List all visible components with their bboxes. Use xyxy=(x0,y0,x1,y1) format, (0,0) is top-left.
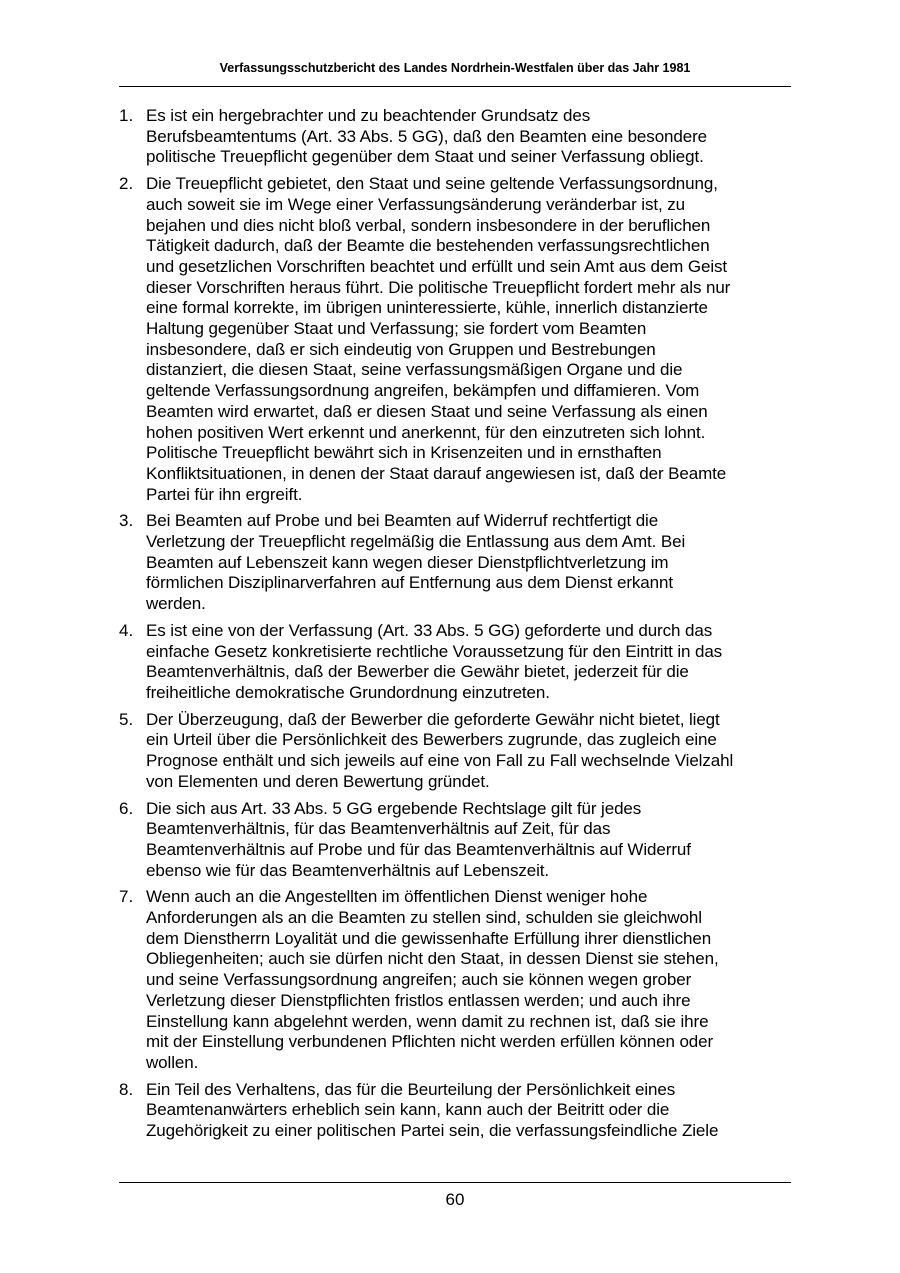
item-text-line: wollen. xyxy=(146,1052,199,1072)
item-text-line: insbesondere, daß er sich eindeutig von Gruppen und Bestrebungen xyxy=(146,339,656,359)
item-text-line: förmlichen Disziplinarverfahren auf Entfernung aus dem Dienst erkannt xyxy=(146,573,673,593)
item-text-line: Verletzung der Treuepflicht regelmäßig die Entlassung aus dem Amt. Bei xyxy=(146,532,686,552)
item-text-line: werden. xyxy=(146,594,206,614)
item-text-line: Die sich aus Art. 33 Abs. 5 GG ergebende Rechtslage gilt für jedes xyxy=(146,798,642,818)
item-text-line: distanziert, die diesen Staat, seine verfassungsmäßigen Organe und die xyxy=(146,360,683,380)
item-number: 8. xyxy=(119,1079,134,1099)
item-text-line: Der Überzeugung, daß der Bewerber die geforderte Gewähr nicht bietet, liegt xyxy=(146,709,720,729)
item-text-line: Wenn auch an die Angestellten im öffentlichen Dienst weniger hohe xyxy=(146,887,648,907)
item-text-line: dem Dienstherrn Loyalität und die gewissenhafte Erfüllung ihrer dienstlichen xyxy=(146,928,712,948)
item-text-line: und seine Verfassungsordnung angreifen; auch sie können wegen grober xyxy=(146,970,692,990)
item-text-line: Einstellung kann abgelehnt werden, wenn damit zu rechnen ist, daß sie ihre xyxy=(146,1011,709,1031)
item-text-line: Beamtenverhältnis auf Probe und für das Beamtenverhältnis auf Widerruf xyxy=(146,839,691,859)
item-text-line: Haltung gegenüber Staat und Verfassung; sie fordert vom Beamten xyxy=(146,319,647,339)
item-text-line: Anforderungen als an die Beamten zu stellen sind, schulden sie gleichwohl xyxy=(146,908,702,928)
item-text-line: hohen positiven Wert erkennt und anerkennt, für den einzutreten sich lohnt. xyxy=(146,422,706,442)
item-number: 5. xyxy=(119,709,134,729)
footer-divider xyxy=(119,1182,791,1183)
item-text-line: Prognose enthält und sich jeweils auf eine von Fall zu Fall wechselnde Vielzahl xyxy=(146,751,734,771)
item-text-line: eine formal korrekte, im übrigen uninteressierte, kühle, innerlich distanzierte xyxy=(146,298,708,318)
item-text-line: Konfliktsituationen, in denen der Staat darauf angewiesen ist, daß der Beamte xyxy=(146,463,727,483)
item-text-line: Die Treuepflicht gebietet, den Staat und seine geltende Verfassungsordnung, xyxy=(146,174,718,194)
item-text-line: Es ist eine von der Verfassung (Art. 33 Abs. 5 GG) geforderte und durch das xyxy=(146,620,713,640)
list-item xyxy=(119,106,791,168)
item-text-line: Beamtenverhältnis, daß der Bewerber die Gewähr bietet, jederzeit für die xyxy=(146,662,689,682)
item-text-line: Bei Beamten auf Probe und bei Beamten auf Widerruf rechtfertigt die xyxy=(146,511,659,531)
item-text-line: Ein Teil des Verhaltens, das für die Beurteilung der Persönlichkeit eines xyxy=(146,1079,676,1099)
item-text-line: Beamtenverhältnis, für das Beamtenverhältnis auf Zeit, für das xyxy=(146,819,611,839)
page-number: 60 xyxy=(445,1190,465,1209)
item-text-line: dieser Vorschriften heraus führt. Die politische Treuepflicht fordert mehr als nur xyxy=(146,277,731,297)
item-text-line: Beamten auf Lebenszeit kann wegen dieser Dienstpflichtverletzung im xyxy=(146,552,669,572)
item-text-line: Partei für ihn ergreift. xyxy=(146,484,303,504)
header-divider xyxy=(119,86,791,87)
list-item xyxy=(119,887,791,1073)
list-item xyxy=(119,621,791,704)
item-number: 3. xyxy=(119,511,134,531)
item-text-line: Es ist ein hergebrachter und zu beachtender Grundsatz des xyxy=(146,106,591,125)
item-text-line: auch soweit sie im Wege einer Verfassungsänderung veränderbar ist, zu xyxy=(146,194,685,214)
item-text-line: ebenso wie für das Beamtenverhältnis auf Lebenszeit. xyxy=(146,860,550,880)
item-text-line: bejahen und dies nicht bloß verbal, sondern insbesondere in der beruflichen xyxy=(146,215,711,235)
list-item xyxy=(119,1080,791,1142)
item-text-line: Beamtenanwärters erheblich sein kann, kann auch der Beitritt oder die xyxy=(146,1100,670,1120)
list-item xyxy=(119,799,791,882)
item-text-line: von Elementen und deren Bewertung gründet. xyxy=(146,771,490,791)
item-number: 4. xyxy=(119,620,134,640)
list-item xyxy=(119,710,791,793)
item-number: 1. xyxy=(119,106,134,125)
item-text-line: Zugehörigkeit zu einer politischen Partei sein, die verfassungsfeindliche Ziele xyxy=(146,1121,719,1141)
item-text-line: einfache Gesetz konkretisierte rechtliche Voraussetzung für den Eintritt in das xyxy=(146,641,723,661)
item-number: 7. xyxy=(119,887,134,907)
item-text-line: und gesetzlichen Vorschriften beachtet und erfüllt und sein Amt aus dem Geist xyxy=(146,256,728,276)
page-header-title: Verfassungsschutzbericht des Landes Nordrhein-Westfalen über das Jahr 1981 xyxy=(219,61,691,75)
item-text-line: freiheitliche demokratische Grundordnung einzutreten. xyxy=(146,682,550,702)
list-item xyxy=(119,511,791,615)
item-text-line: Politische Treuepflicht bewährt sich in Krisenzeiten und in ernsthaften xyxy=(146,443,662,463)
item-text-line: Obliegenheiten; auch sie dürfen nicht den Staat, in dessen Dienst sie stehen, xyxy=(146,949,719,969)
item-text-line: Verletzung dieser Dienstpflichten fristlos entlassen werden; und auch ihre xyxy=(146,990,691,1010)
item-number: 6. xyxy=(119,798,134,818)
item-text-line: Berufsbeamtentums (Art. 33 Abs. 5 GG), daß den Beamten eine besondere xyxy=(146,126,708,146)
item-text-line: geltende Verfassungsordnung angreifen, bekämpfen und diffamieren. Vom xyxy=(146,381,700,401)
numbered-paragraph-list xyxy=(119,106,791,1148)
item-text-line: mit der Einstellung verbundenen Pflichten nicht werden erfüllen können oder xyxy=(146,1032,714,1052)
list-item xyxy=(119,174,791,505)
item-text-line: Beamten wird erwartet, daß er diesen Staat und seine Verfassung als einen xyxy=(146,401,708,421)
item-text-line: politische Treuepflicht gegenüber dem Staat und seiner Verfassung obliegt. xyxy=(146,147,704,167)
item-number: 2. xyxy=(119,174,134,194)
item-text-line: Tätigkeit dadurch, daß der Beamte die bestehenden verfassungsrechtlichen xyxy=(146,236,710,256)
item-text-line: ein Urteil über die Persönlichkeit des Bewerbers zugrunde, das zugleich eine xyxy=(146,730,717,750)
